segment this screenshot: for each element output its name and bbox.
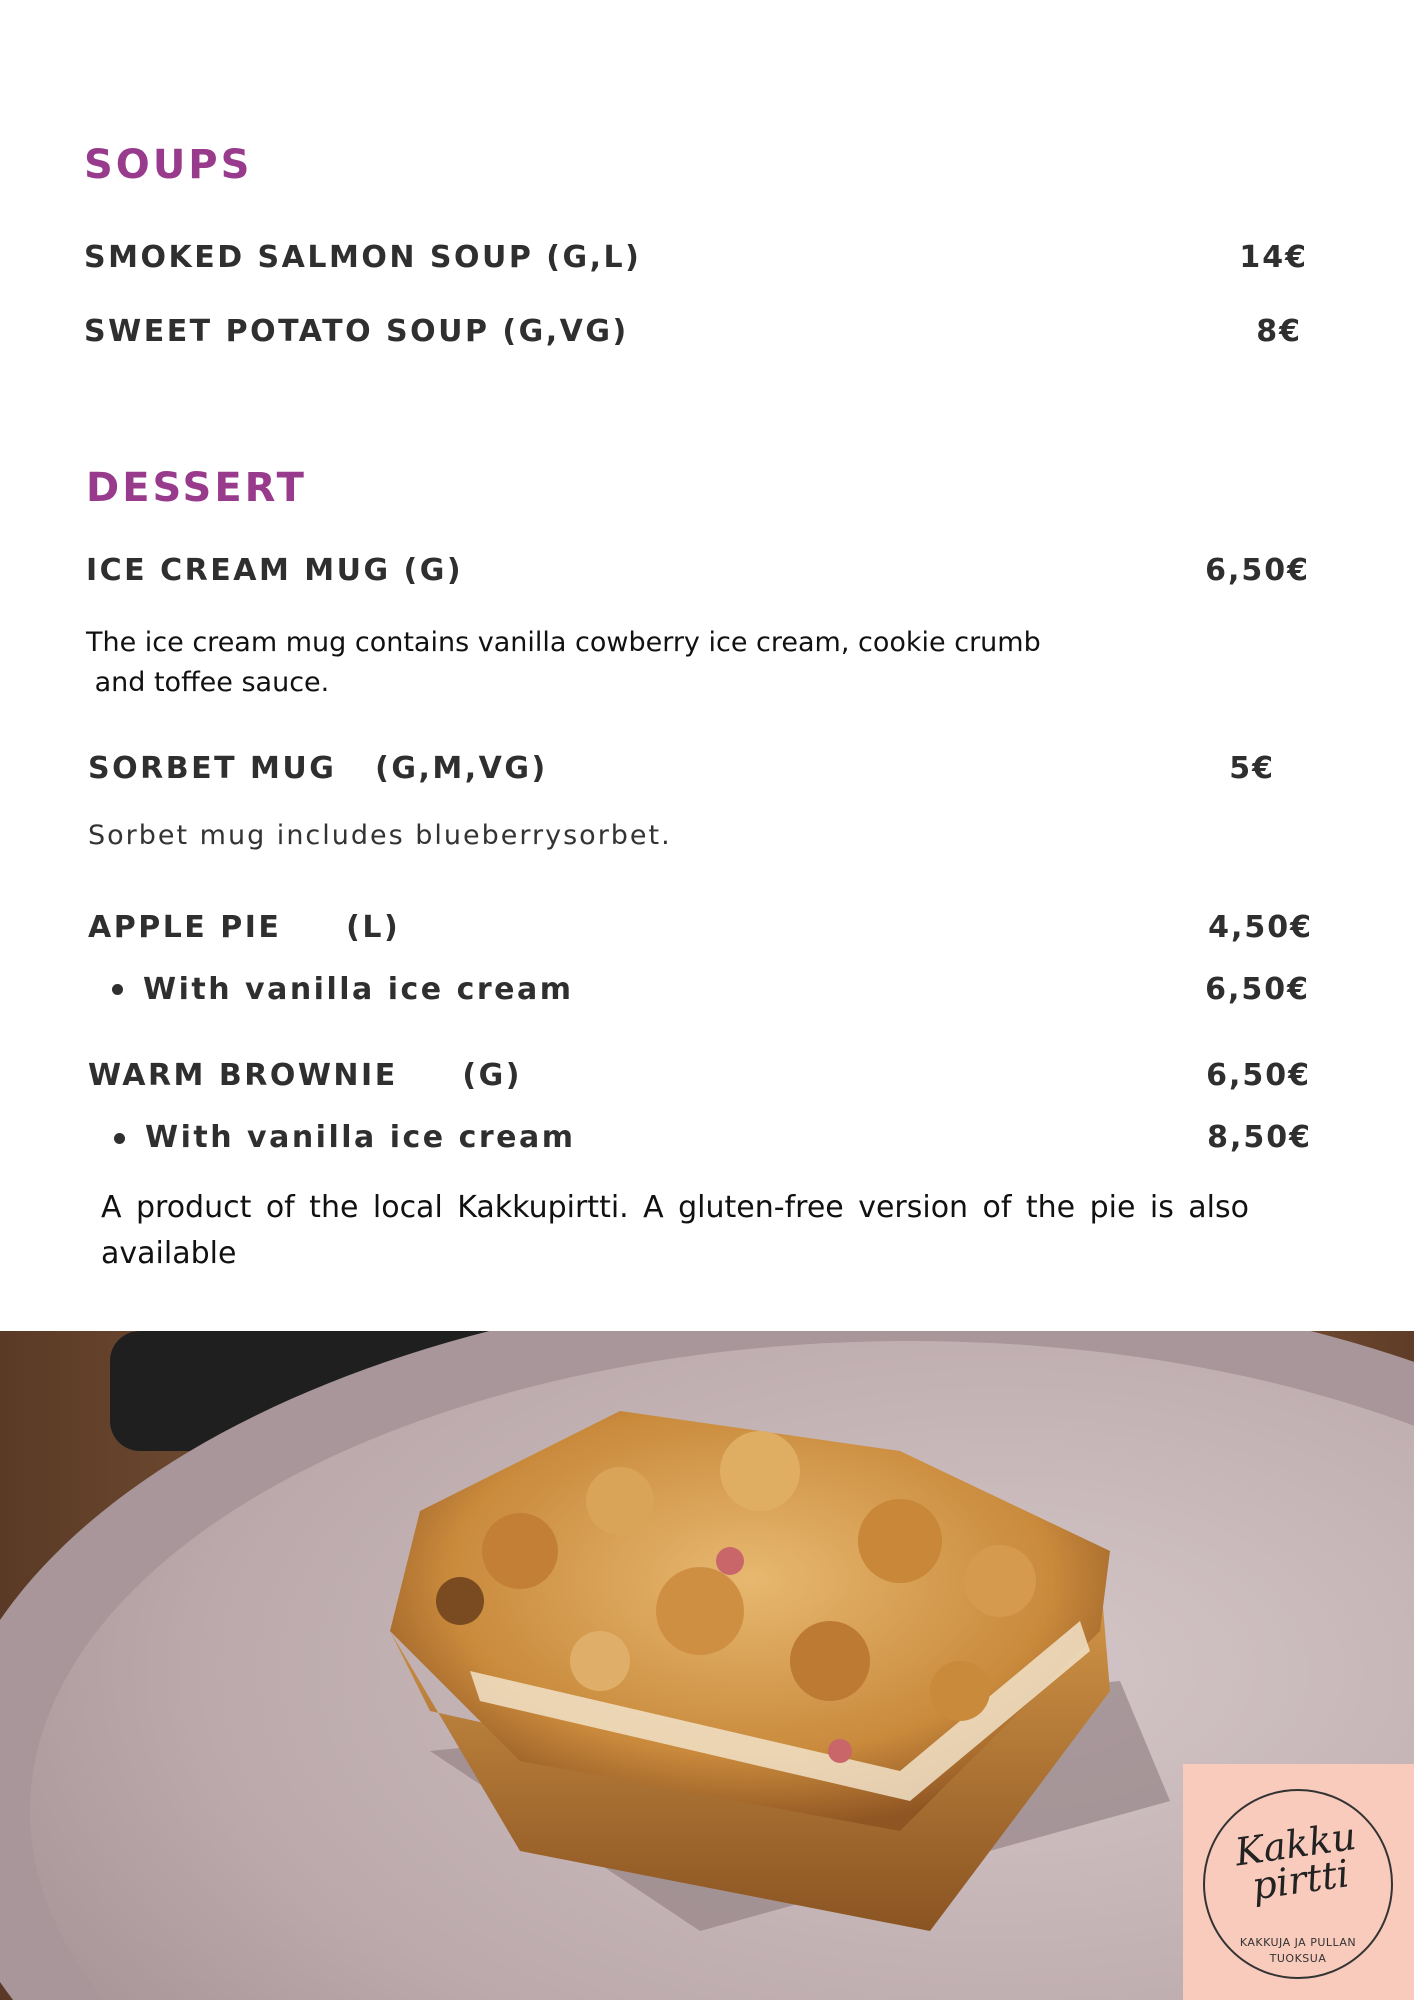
logo-wordmark: Kakku pirtti bbox=[1232, 1813, 1359, 1909]
menu-item-warm-brownie: WARM BROWNIE (G) bbox=[88, 1058, 522, 1093]
price-apple-pie-option: 6,50€ bbox=[1205, 972, 1310, 1007]
price-apple-pie: 4,50€ bbox=[1208, 910, 1313, 945]
menu-item-apple-pie: APPLE PIE (L) bbox=[88, 910, 401, 945]
price-smoked-salmon-soup: 14€ bbox=[1239, 240, 1308, 275]
price-warm-brownie: 6,50€ bbox=[1206, 1058, 1311, 1093]
menu-item-sorbet-mug: SORBET MUG (G,M,VG) bbox=[88, 751, 548, 786]
dessert-heading: DESSERT bbox=[86, 465, 307, 511]
menu-item-ice-cream-mug: ICE CREAM MUG (G) bbox=[86, 553, 464, 588]
apple-pie-option: With vanilla ice cream bbox=[143, 972, 574, 1007]
menu-item-smoked-salmon-soup: SMOKED SALMON SOUP (G,L) bbox=[84, 240, 642, 275]
logo-tagline-line2: TUOKSUA bbox=[1269, 1952, 1327, 1965]
price-warm-brownie-option: 8,50€ bbox=[1207, 1120, 1312, 1155]
price-sorbet-mug: 5€ bbox=[1229, 751, 1275, 786]
product-note: A product of the local Kakkupirtti. A gluten-free version of the pie is also available bbox=[101, 1190, 1249, 1271]
price-ice-cream-mug: 6,50€ bbox=[1205, 553, 1310, 588]
bullet-icon bbox=[114, 1133, 125, 1144]
logo-tagline-line1: KAKKUJA JA PULLAN bbox=[1239, 1936, 1357, 1949]
soups-heading: SOUPS bbox=[84, 142, 253, 188]
ice-cream-mug-description-line2: and toffee sauce. bbox=[86, 667, 330, 698]
menu-item-sweet-potato-soup: SWEET POTATO SOUP (G,VG) bbox=[84, 314, 629, 349]
kakkupirtti-logo bbox=[1183, 1764, 1414, 2000]
price-sweet-potato-soup: 8€ bbox=[1256, 314, 1302, 349]
bullet-icon bbox=[112, 984, 123, 995]
ice-cream-mug-description-line1: The ice cream mug contains vanilla cowberry ice cream, cookie crumb bbox=[86, 627, 1041, 658]
sorbet-mug-description: Sorbet mug includes blueberrysorbet. bbox=[88, 820, 672, 851]
warm-brownie-option: With vanilla ice cream bbox=[145, 1120, 576, 1155]
